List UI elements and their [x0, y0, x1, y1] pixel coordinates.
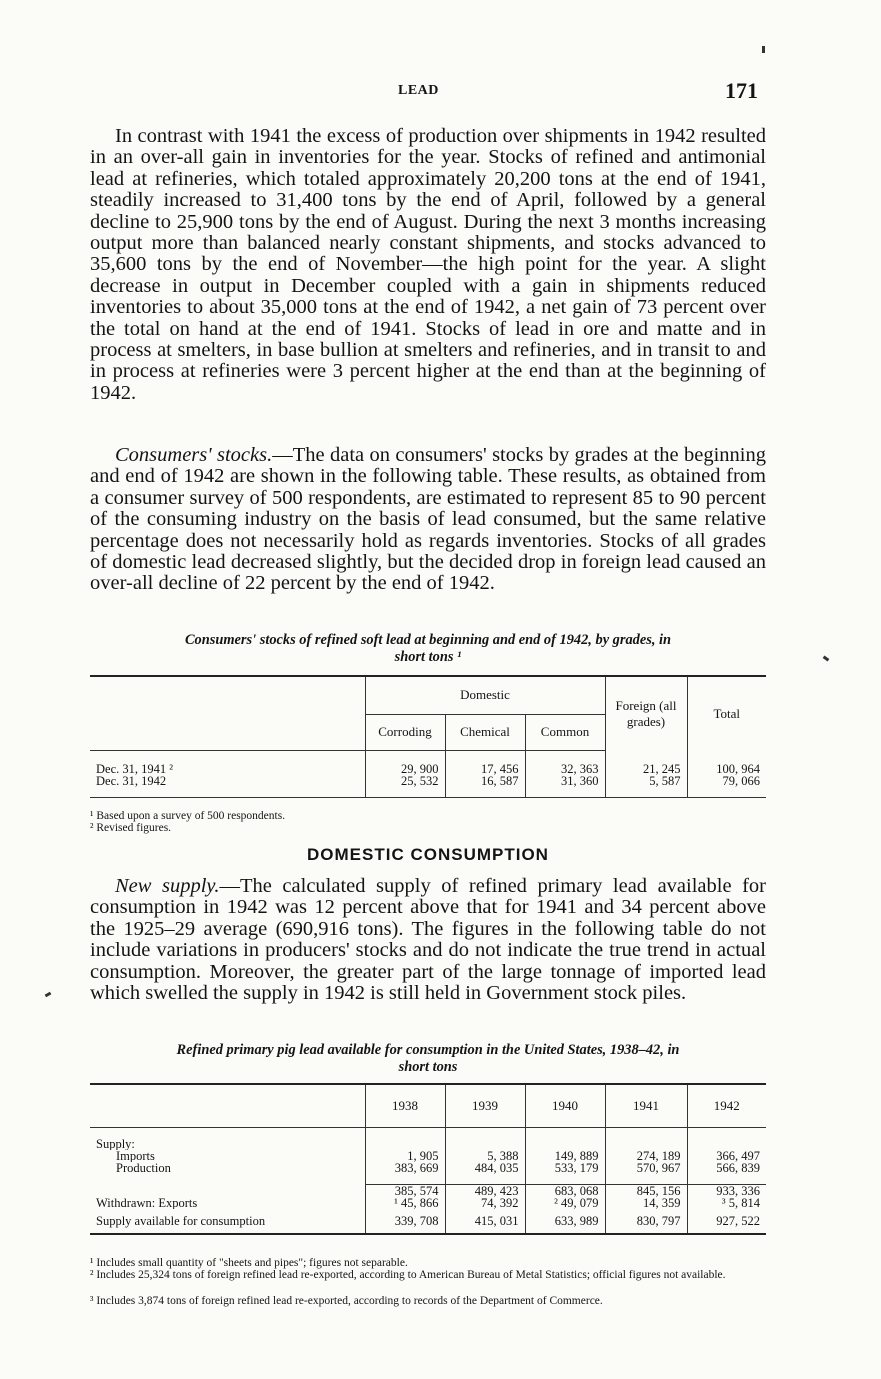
cell: 25, 532	[365, 775, 445, 787]
col-corroding: Corroding	[365, 714, 445, 750]
table1-caption-line1: Consumers' stocks of refined soft lead at beginning and end of 1942, by grades, in	[184, 632, 672, 648]
cell: 14, 359	[605, 1197, 687, 1209]
cell: 489, 423	[445, 1185, 525, 1198]
paragraph-new-supply	[90, 876, 766, 1004]
row-label: Production	[116, 1162, 171, 1174]
consumers-stocks-table	[90, 675, 766, 798]
cell: ¹ 45, 866	[365, 1197, 445, 1209]
cell: 415, 031	[445, 1209, 525, 1234]
cell: 383, 669	[365, 1162, 445, 1174]
table-row	[90, 1162, 766, 1174]
row-label: Dec. 31, 1941 ²	[96, 762, 173, 775]
table1-caption-line2: short tons ¹	[394, 649, 462, 665]
running-head: LEAD	[398, 83, 439, 98]
paragraph-body-consumers-stocks: —The data on consumers' stocks by grades at the beginning and end of 1942 are shown in the following table. These results, as obtained from a consumer survey of 500 respondents, are estimated to represent 85 to 90 percent of the consuming industry on the basis of lead consumed, but the same relative percentage does not necessarily hold as regards inventories. Stocks of all grades of domestic lead decreased slightly, but the decided drop in foreign lead caused an over-all decline of 22 percent by the end of 1942.	[90, 444, 766, 595]
row-label: Withdrawn: Exports	[96, 1197, 198, 1209]
table1-footnote-1: ¹ Based upon a survey of 500 respondents.	[90, 810, 286, 822]
table-row	[90, 775, 766, 787]
table2-footnote-2: ² Includes 25,324 tons of foreign refined lead re-exported, according to American Bureau of Metal Statistics; official figures not available.	[90, 1269, 726, 1281]
pig-lead-supply-table	[90, 1083, 766, 1235]
table2-caption	[90, 1042, 766, 1076]
paragraph-body-new-supply: —The calculated supply of refined primary lead available for consumption in 1942 was 12 percent above that for 1941 and 34 percent above the 1925–29 average (690,916 tons). The figures in the following table do not include variations in producers' stocks and do not indicate the true trend in actual consumption. Moreover, the greater part of the large tonnage of imported lead which swelled the supply in 1942 is still held in Government stock piles.	[90, 875, 767, 1005]
table1-footnote-2: ² Revised figures.	[90, 822, 172, 834]
domestic-group-header: Domestic	[365, 676, 605, 714]
col-common: Common	[525, 714, 605, 750]
paragraph-inventories: In contrast with 1941 the excess of production over shipments in 1942 resulted in an over-all gain in inventories for the year. Stocks of refined and antimonial lead at refineries, which totaled approximately 20,200 tons at the end of 1941, steadily increased to 31,400 tons by the end of April, followed by a general decline to 25,900 tons by the end of August. During the next 3 months increasing output more than balanced nearly constant shipments, and stocks advanced to 35,600 tons by the end of November—the high point for the year. A slight decrease in output in December coupled with a gain in shipments reduced inventories to about 35,000 tons at the end of 1942, a net gain of 73 percent over the total on hand at the end of 1941. Stocks of lead in ore and matte and in process at smelters, in base bullion at smelters and refineries, and in transit to and in process at refineries were 3 percent higher at the end than at the beginning of 1942.	[90, 125, 766, 404]
row-label-supply: Supply:	[96, 1138, 135, 1150]
section-heading: DOMESTIC CONSUMPTION	[307, 845, 549, 864]
cell: 366, 497	[687, 1150, 766, 1162]
col-foreign: Foreign (all grades)	[605, 676, 687, 750]
table-row	[90, 1209, 766, 1234]
page-number: 171	[725, 78, 758, 103]
print-speck	[762, 46, 765, 53]
table2-caption-line1: Refined primary pig lead available for consumption in the United States, 1938–42, in	[176, 1042, 680, 1058]
cell: 566, 839	[687, 1162, 766, 1174]
row-label: Imports	[116, 1150, 155, 1162]
paragraph-lead-consumers-stocks: Consumers' stocks.	[115, 444, 273, 466]
row-label: Dec. 31, 1942	[96, 774, 167, 787]
cell: 16, 587	[445, 775, 525, 787]
cell: 533, 179	[525, 1162, 605, 1174]
cell: ³ 5, 814	[687, 1197, 766, 1209]
cell: 570, 967	[605, 1162, 687, 1174]
paragraph-consumers-stocks	[90, 445, 766, 595]
cell: 21, 245	[605, 763, 687, 775]
row-label: Supply available for consumption	[90, 1209, 365, 1234]
cell: 74, 392	[445, 1197, 525, 1209]
table2-caption-line2: short tons	[398, 1059, 458, 1075]
cell: 633, 989	[525, 1209, 605, 1234]
cell: 17, 456	[445, 763, 525, 775]
col-1940: 1940	[525, 1084, 605, 1128]
cell: 385, 574	[365, 1185, 445, 1198]
col-chemical: Chemical	[445, 714, 525, 750]
table-row	[90, 763, 766, 775]
col-total: Total	[687, 676, 766, 750]
cell: 1, 905	[365, 1150, 445, 1162]
table1-caption	[90, 632, 766, 666]
col-1942: 1942	[687, 1084, 766, 1128]
cell: 484, 035	[445, 1162, 525, 1174]
cell: 29, 900	[365, 763, 445, 775]
cell: 79, 066	[687, 775, 766, 787]
cell: ² 49, 079	[525, 1197, 605, 1209]
cell: 31, 360	[525, 775, 605, 787]
paragraph-lead-new-supply: New supply.	[115, 875, 220, 897]
table-row	[90, 1197, 766, 1209]
print-speck	[45, 992, 52, 998]
col-1941: 1941	[605, 1084, 687, 1128]
col-1938: 1938	[365, 1084, 445, 1128]
cell: 149, 889	[525, 1150, 605, 1162]
col-1939: 1939	[445, 1084, 525, 1128]
cell: 683, 068	[525, 1185, 605, 1198]
cell: 100, 964	[687, 763, 766, 775]
cell: 5, 388	[445, 1150, 525, 1162]
print-speck	[823, 656, 830, 662]
cell: 274, 189	[605, 1150, 687, 1162]
cell: 830, 797	[605, 1209, 687, 1234]
cell: 845, 156	[605, 1185, 687, 1198]
cell: 927, 522	[687, 1209, 766, 1234]
cell: 933, 336	[687, 1185, 766, 1198]
cell: 339, 708	[365, 1209, 445, 1234]
cell: 32, 363	[525, 763, 605, 775]
table2-footnote-3: ³ Includes 3,874 tons of foreign refined lead re-exported, according to records of the Department of Commerce.	[90, 1295, 603, 1307]
table2-footnote-1: ¹ Includes small quantity of "sheets and pipes"; figures not separable.	[90, 1257, 408, 1269]
cell: 5, 587	[605, 775, 687, 787]
